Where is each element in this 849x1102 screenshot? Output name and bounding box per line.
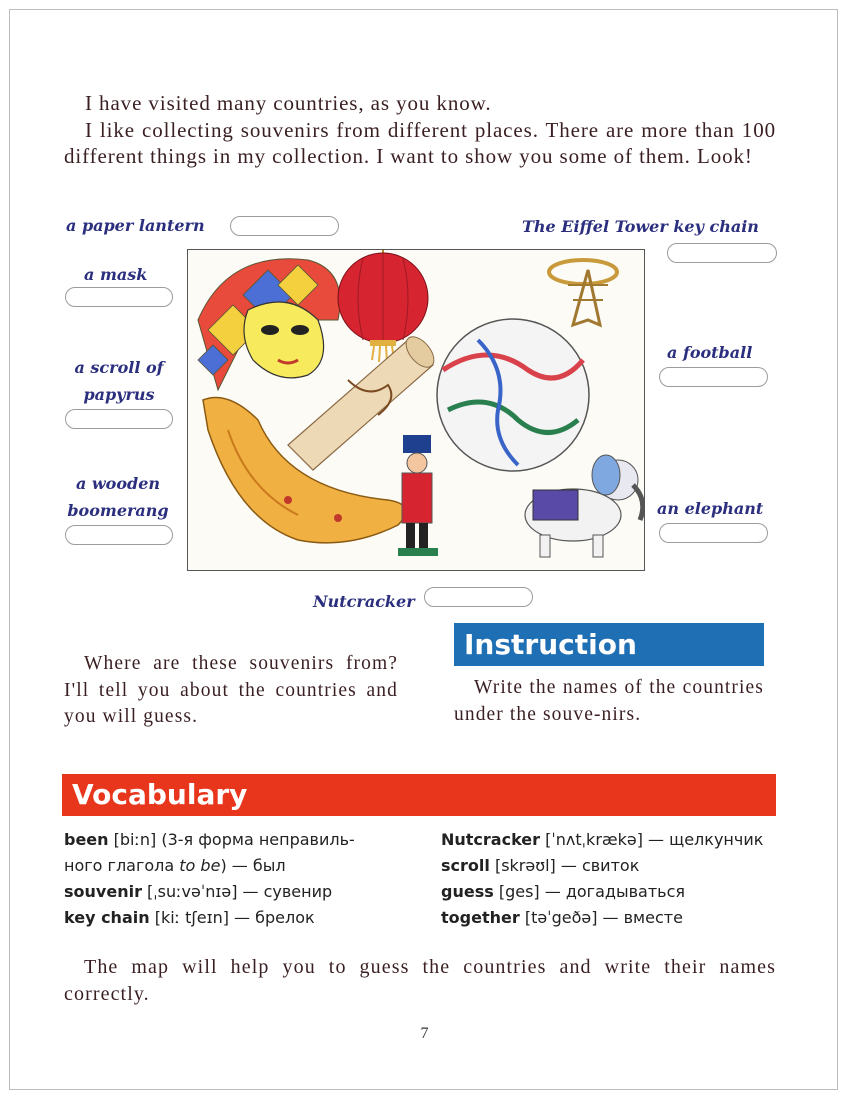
eiffel-key-chain-image — [549, 260, 617, 325]
instruction-title: Instruction — [464, 628, 637, 661]
football-image — [437, 319, 589, 471]
answer-box-elephant[interactable] — [659, 523, 768, 543]
vocab-entry-been: been [biːn] (3-я форма неправиль- — [64, 830, 355, 849]
mask-image — [198, 259, 340, 390]
intro-line-2: I like collecting souvenirs from different places. There are more than 100 different things in my collection. I want to show you some of them. Look! — [64, 117, 776, 168]
souvenirs-illustration — [187, 249, 645, 571]
vocab-entry-nutcracker: Nutcracker [ˈnʌtˌkrækə] — щелкунчик — [441, 830, 764, 849]
label-eiffel-key-chain: The Eiffel Tower key chain — [522, 217, 759, 236]
answer-box-scroll[interactable] — [65, 409, 173, 429]
label-boomerang-line-2: boomerang — [67, 501, 169, 520]
page-number: 7 — [420, 1025, 429, 1042]
answer-box-nutcracker[interactable] — [424, 587, 533, 607]
label-wooden-boomerang — [66, 470, 170, 524]
label-scroll-line-1: a scroll of — [74, 358, 164, 377]
answer-box-football[interactable] — [659, 367, 768, 387]
label-scroll-line-2: papyrus — [83, 385, 155, 404]
vocabulary-title: Vocabulary — [72, 778, 248, 811]
label-paper-lantern: a paper lantern — [66, 216, 205, 235]
vocabulary-right-column — [441, 827, 763, 931]
answer-box-eiffel-key-chain[interactable] — [667, 243, 777, 263]
label-boomerang-line-1: a wooden — [75, 474, 161, 493]
label-scroll-of-papyrus — [68, 354, 170, 408]
label-mask: a mask — [84, 265, 148, 284]
intro-text — [64, 90, 776, 170]
answer-box-paper-lantern[interactable] — [230, 216, 339, 236]
closing-text: The map will help you to guess the countries and write their names correctly. — [64, 956, 776, 1005]
vocab-entry-been-cont: ного глагола to be) — был — [64, 856, 286, 875]
nutcracker-image — [398, 435, 438, 556]
boomerang-image — [203, 398, 406, 543]
vocab-entry-key-chain: key chain [kiː tʃeɪn] — брелок — [64, 908, 315, 927]
label-elephant: an elephant — [657, 499, 764, 518]
answer-box-mask[interactable] — [65, 287, 173, 307]
vocabulary-left-column — [64, 827, 355, 931]
label-football: a football — [667, 343, 753, 362]
instruction-banner — [454, 623, 764, 666]
vocab-entry-souvenir: souvenir [ˌsuːvəˈnɪə] — сувенир — [64, 882, 333, 901]
vocab-entry-guess: guess [ges] — догадываться — [441, 882, 685, 901]
answer-box-boomerang[interactable] — [65, 525, 173, 545]
elephant-image — [525, 455, 643, 557]
label-nutcracker: Nutcracker — [313, 592, 415, 611]
vocab-entry-together: together [təˈgeðə] — вместе — [441, 908, 683, 927]
vocab-entry-scroll: scroll [skrəʊl] — свиток — [441, 856, 640, 875]
vocabulary-banner — [62, 774, 776, 816]
instruction-text: Write the names of the countries under the souve-nirs. — [454, 677, 764, 725]
intro-line-1: I have visited many countries, as you know. — [85, 91, 492, 115]
question-text: Where are these souvenirs from? I'll tell you about the countries and you will guess. — [64, 653, 398, 727]
